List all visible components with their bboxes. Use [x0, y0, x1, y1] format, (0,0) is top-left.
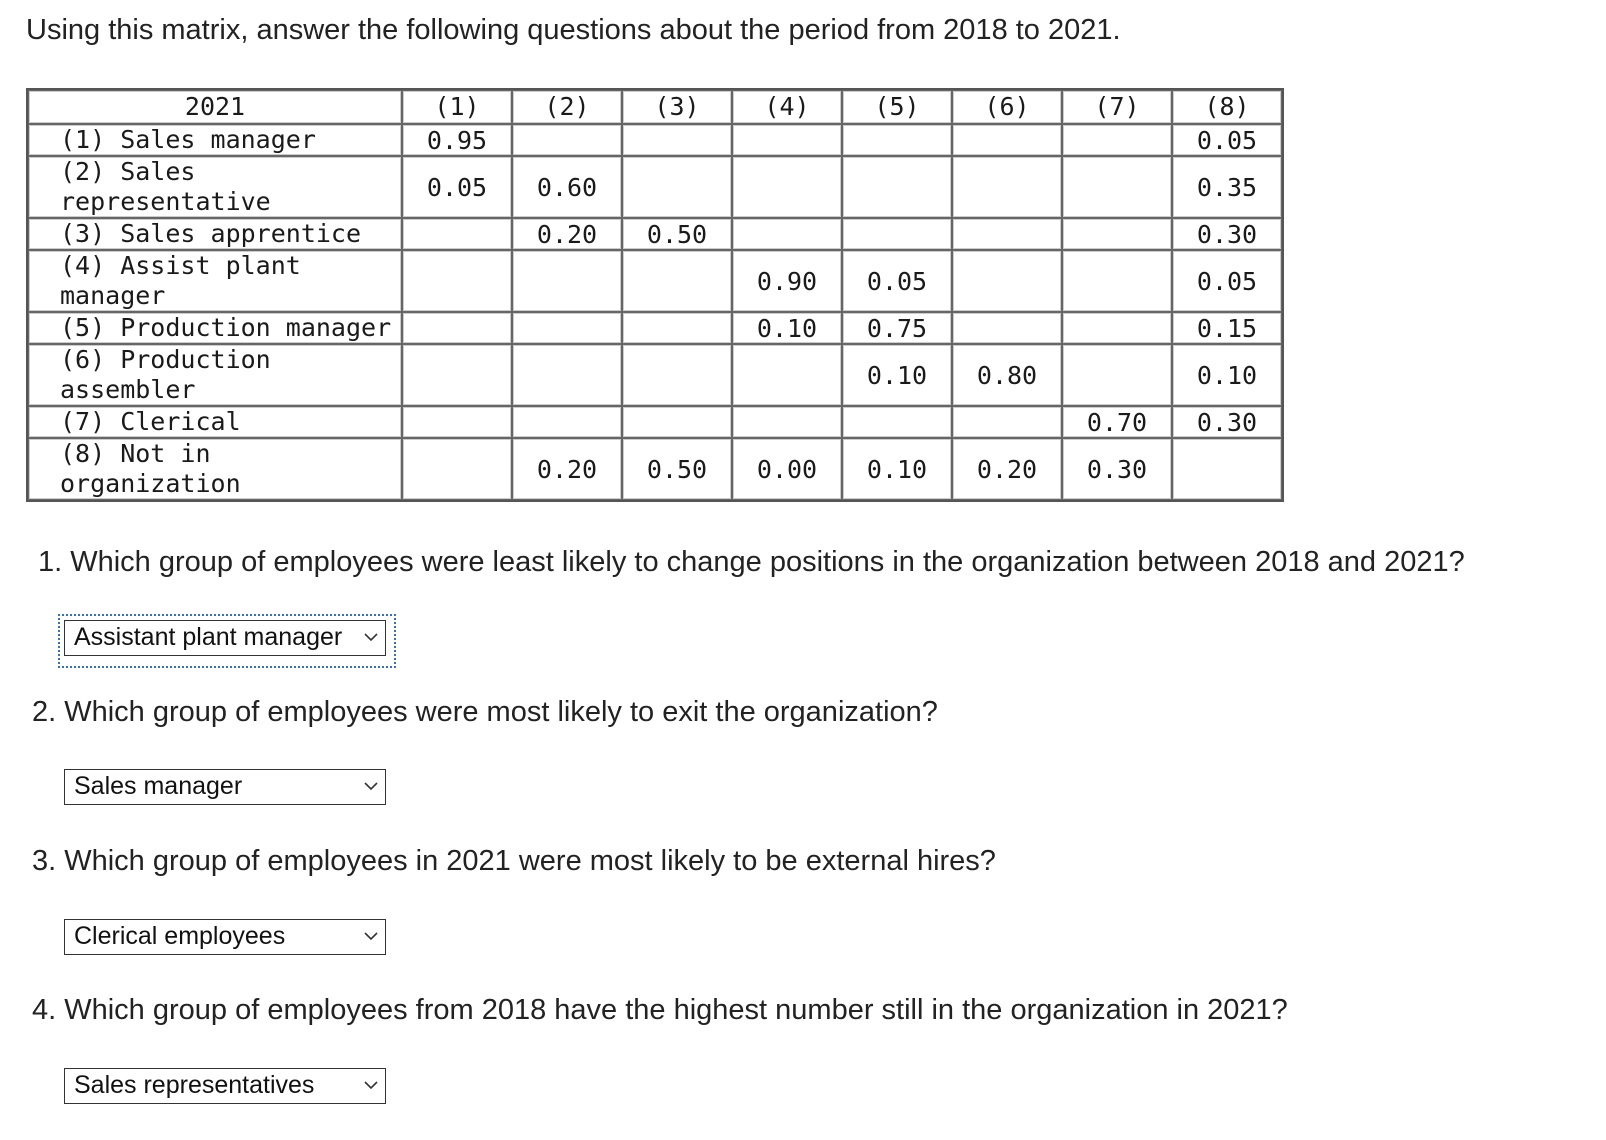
- matrix-row: [28, 406, 1282, 438]
- matrix-cell: [732, 156, 842, 218]
- row-label: (6) Production assembler: [28, 344, 402, 406]
- matrix-cell: 0.75: [842, 312, 952, 344]
- matrix-row: [28, 438, 1282, 500]
- matrix-row: [28, 124, 1282, 156]
- matrix-cell: [842, 406, 952, 438]
- matrix-cell: 0.10: [1172, 344, 1282, 406]
- matrix-cell: 0.10: [842, 438, 952, 500]
- matrix-cell: 0.10: [842, 344, 952, 406]
- matrix-cell: [512, 250, 622, 312]
- matrix-cell: [402, 406, 512, 438]
- column-header: (4): [732, 90, 842, 124]
- matrix-cell: [1062, 312, 1172, 344]
- matrix-cell: [952, 156, 1062, 218]
- row-label: (7) Clerical: [28, 406, 402, 438]
- matrix-cell: [1172, 438, 1282, 500]
- matrix-cell: [732, 406, 842, 438]
- row-label: (8) Not in organization: [28, 438, 402, 500]
- question-1-text: 1. Which group of employees were least likely to change positions in the organization between 2018 and 2021?: [38, 546, 1465, 578]
- column-header: (3): [622, 90, 732, 124]
- matrix-cell: [402, 218, 512, 250]
- matrix-cell: 0.20: [512, 218, 622, 250]
- chevron-down-icon: [363, 778, 379, 794]
- matrix-cell: 0.05: [842, 250, 952, 312]
- matrix-cell: [732, 344, 842, 406]
- chevron-down-icon: [363, 629, 379, 645]
- matrix-row: [28, 156, 1282, 218]
- matrix-cell: 0.60: [512, 156, 622, 218]
- matrix-cell: [622, 344, 732, 406]
- matrix-cell: 0.30: [1172, 218, 1282, 250]
- matrix-cell: 0.30: [1062, 438, 1172, 500]
- matrix-cell: [402, 438, 512, 500]
- matrix-cell: 0.05: [1172, 250, 1282, 312]
- row-label: (5) Production manager: [28, 312, 402, 344]
- matrix-cell: [842, 218, 952, 250]
- answer-3-selected: Clerical employees: [74, 922, 286, 950]
- answer-2-selected: Sales manager: [74, 772, 243, 800]
- matrix-cell: 0.15: [1172, 312, 1282, 344]
- matrix-cell: [1062, 156, 1172, 218]
- matrix-cell: [1062, 250, 1172, 312]
- matrix-cell: 0.80: [952, 344, 1062, 406]
- matrix-row: [28, 218, 1282, 250]
- matrix-cell: 0.05: [402, 156, 512, 218]
- row-label: (2) Sales representative: [28, 156, 402, 218]
- row-label: (1) Sales manager: [28, 124, 402, 156]
- column-header: (2): [512, 90, 622, 124]
- matrix-cell: 0.35: [1172, 156, 1282, 218]
- answer-3-dropdown[interactable]: [64, 919, 386, 955]
- column-header: (7): [1062, 90, 1172, 124]
- matrix-cell: 0.20: [952, 438, 1062, 500]
- answer-4-dropdown[interactable]: [64, 1068, 386, 1104]
- matrix-cell: [512, 312, 622, 344]
- matrix-cell: 0.50: [622, 218, 732, 250]
- answer-2-dropdown[interactable]: [64, 769, 386, 805]
- matrix-row: [28, 250, 1282, 312]
- matrix-cell: [512, 344, 622, 406]
- matrix-cell: [622, 124, 732, 156]
- answer-1-selected: Assistant plant manager: [74, 623, 343, 651]
- answer-4-selected: Sales representatives: [74, 1071, 315, 1099]
- matrix-header-row: [28, 90, 1282, 124]
- column-header: (5): [842, 90, 952, 124]
- matrix-corner-label: 2021: [28, 90, 402, 124]
- matrix-cell: 0.90: [732, 250, 842, 312]
- matrix-cell: 0.20: [512, 438, 622, 500]
- matrix-cell: [952, 250, 1062, 312]
- matrix-cell: [622, 312, 732, 344]
- matrix-cell: [402, 312, 512, 344]
- question-4-text: 4. Which group of employees from 2018 have the highest number still in the organization in 2021?: [32, 994, 1288, 1026]
- matrix-cell: 0.70: [1062, 406, 1172, 438]
- matrix-cell: [402, 344, 512, 406]
- row-label: (3) Sales apprentice: [28, 218, 402, 250]
- column-header: (1): [402, 90, 512, 124]
- matrix-cell: 0.10: [732, 312, 842, 344]
- matrix-cell: 0.95: [402, 124, 512, 156]
- matrix-cell: [952, 124, 1062, 156]
- matrix-cell: [1062, 344, 1172, 406]
- matrix-cell: 0.00: [732, 438, 842, 500]
- matrix-cell: [1062, 124, 1172, 156]
- matrix-cell: [1062, 218, 1172, 250]
- matrix-cell: 0.30: [1172, 406, 1282, 438]
- matrix-cell: 0.05: [1172, 124, 1282, 156]
- answer-1-dropdown[interactable]: [64, 620, 386, 656]
- matrix-cell: [732, 124, 842, 156]
- column-header: (8): [1172, 90, 1282, 124]
- matrix-cell: [842, 156, 952, 218]
- transition-matrix: [26, 88, 1284, 502]
- question-2-text: 2. Which group of employees were most likely to exit the organization?: [32, 696, 938, 728]
- matrix-cell: [842, 124, 952, 156]
- matrix-cell: [622, 156, 732, 218]
- matrix-cell: [952, 218, 1062, 250]
- matrix-cell: [622, 250, 732, 312]
- matrix-cell: [512, 406, 622, 438]
- question-3-text: 3. Which group of employees in 2021 were most likely to be external hires?: [32, 845, 996, 877]
- row-label: (4) Assist plant manager: [28, 250, 402, 312]
- matrix-cell: 0.50: [622, 438, 732, 500]
- matrix-cell: [952, 312, 1062, 344]
- matrix-row: [28, 344, 1282, 406]
- matrix-row: [28, 312, 1282, 344]
- chevron-down-icon: [363, 928, 379, 944]
- matrix-cell: [402, 250, 512, 312]
- column-header: (6): [952, 90, 1062, 124]
- instructions-text: Using this matrix, answer the following questions about the period from 2018 to 2021.: [26, 14, 1121, 46]
- matrix-cell: [622, 406, 732, 438]
- matrix-cell: [512, 124, 622, 156]
- matrix-cell: [732, 218, 842, 250]
- chevron-down-icon: [363, 1077, 379, 1093]
- matrix-cell: [952, 406, 1062, 438]
